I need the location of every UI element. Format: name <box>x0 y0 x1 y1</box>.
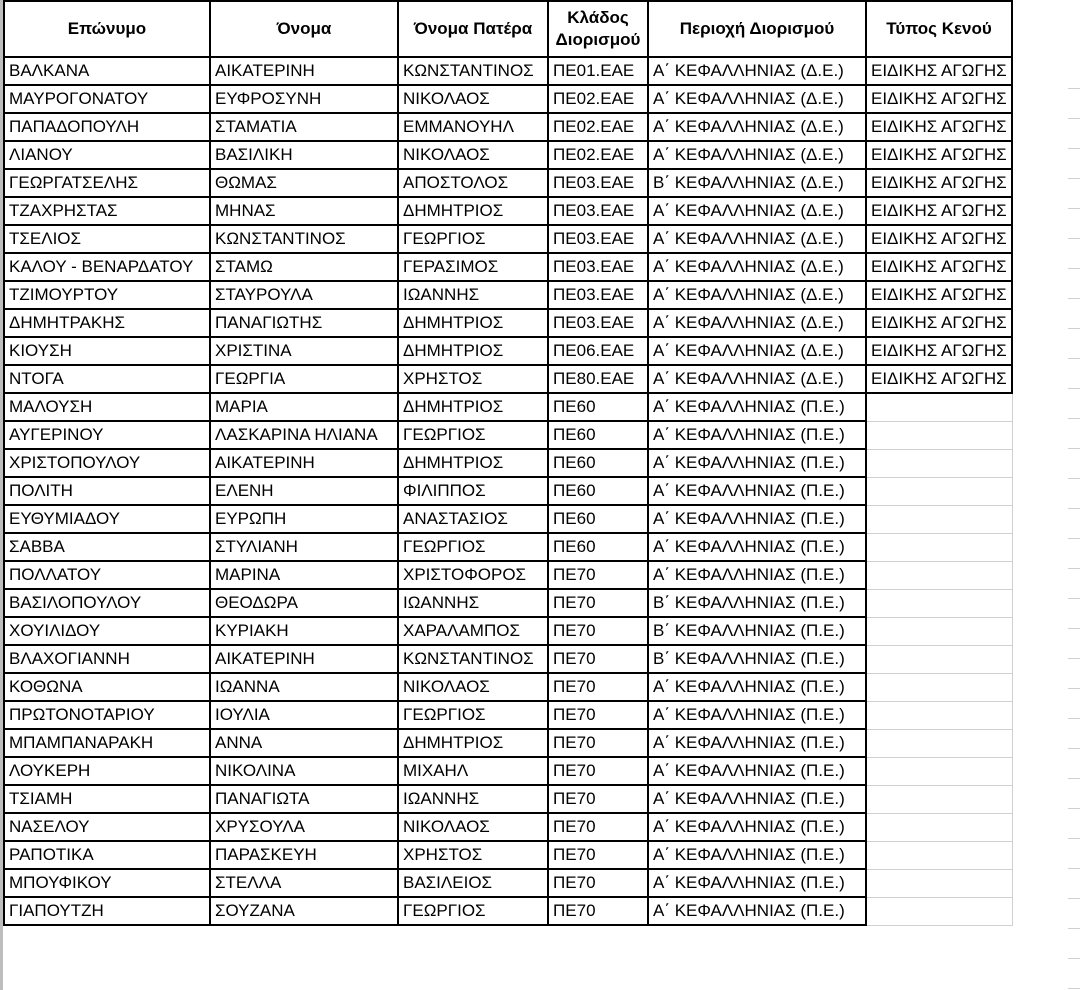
cell-surname[interactable]: ΔΗΜΗΤΡΑΚΗΣ <box>4 309 210 337</box>
gridline <box>1068 418 1080 419</box>
table-row <box>4 561 1012 589</box>
cell-first-name[interactable]: ΕΛΕΝΗ <box>210 477 398 505</box>
empty-column-gridlines <box>1068 0 1080 990</box>
gridline <box>1068 868 1080 869</box>
cell-surname[interactable]: ΤΖΙΜΟΥΡΤΟΥ <box>4 281 210 309</box>
cell-vacancy-type[interactable] <box>866 729 1012 757</box>
cell-region[interactable]: Α΄ ΚΕΦΑΛΛΗΝΙΑΣ (Π.Ε.) <box>648 393 866 421</box>
cell-father-name[interactable]: ΓΕΩΡΓΙΟΣ <box>398 533 548 561</box>
table-row <box>4 225 1012 253</box>
table-row <box>4 673 1012 701</box>
cell-specialty[interactable]: ΠΕ70 <box>548 757 648 785</box>
cell-specialty[interactable]: ΠΕ03.ΕΑΕ <box>548 169 648 197</box>
cell-father-name[interactable]: ΙΩΑΝΝΗΣ <box>398 281 548 309</box>
gridline <box>1068 328 1080 329</box>
header-specialty[interactable]: Κλάδος Διορισμού <box>548 1 648 57</box>
gridline <box>1068 628 1080 629</box>
cell-region[interactable]: Α΄ ΚΕΦΑΛΛΗΝΙΑΣ (Π.Ε.) <box>648 533 866 561</box>
cell-specialty[interactable]: ΠΕ70 <box>548 841 648 869</box>
cell-vacancy-type[interactable] <box>866 393 1012 421</box>
cell-region[interactable]: Α΄ ΚΕΦΑΛΛΗΝΙΑΣ (Δ.Ε.) <box>648 57 866 85</box>
cell-father-name[interactable]: ΧΡΙΣΤΟΦΟΡΟΣ <box>398 561 548 589</box>
cell-first-name[interactable]: ΑΙΚΑΤΕΡΙΝΗ <box>210 449 398 477</box>
table-row <box>4 197 1012 225</box>
cell-first-name[interactable]: ΣΤΑΥΡΟΥΛΑ <box>210 281 398 309</box>
table-row <box>4 365 1012 393</box>
table-row <box>4 785 1012 813</box>
cell-father-name[interactable]: ΚΩΝΣΤΑΝΤΙΝΟΣ <box>398 645 548 673</box>
cell-father-name[interactable]: ΝΙΚΟΛΑΟΣ <box>398 85 548 113</box>
cell-first-name[interactable]: ΘΩΜΑΣ <box>210 169 398 197</box>
gridline <box>1068 718 1080 719</box>
cell-father-name[interactable]: ΝΙΚΟΛΑΟΣ <box>398 673 548 701</box>
cell-father-name[interactable]: ΔΗΜΗΤΡΙΟΣ <box>398 337 548 365</box>
cell-surname[interactable]: ΚΑΛΟΥ - ΒΕΝΑΡΔΑΤΟΥ <box>4 253 210 281</box>
table-row <box>4 141 1012 169</box>
table-row <box>4 113 1012 141</box>
cell-region[interactable]: Α΄ ΚΕΦΑΛΛΗΝΙΑΣ (Π.Ε.) <box>648 477 866 505</box>
cell-specialty[interactable]: ΠΕ03.ΕΑΕ <box>548 281 648 309</box>
cell-specialty[interactable]: ΠΕ70 <box>548 617 648 645</box>
cell-father-name[interactable]: ΓΕΩΡΓΙΟΣ <box>398 701 548 729</box>
cell-specialty[interactable]: ΠΕ06.ΕΑΕ <box>548 337 648 365</box>
cell-surname[interactable]: ΒΛΑΧΟΓΙΑΝΝΗ <box>4 645 210 673</box>
cell-father-name[interactable]: ΒΑΣΙΛΕΙΟΣ <box>398 869 548 897</box>
header-row <box>4 1 1012 57</box>
cell-vacancy-type[interactable] <box>866 897 1012 925</box>
cell-region[interactable]: Α΄ ΚΕΦΑΛΛΗΝΙΑΣ (Π.Ε.) <box>648 505 866 533</box>
cell-surname[interactable]: ΧΟΥΙΛΙΔΟΥ <box>4 617 210 645</box>
cell-vacancy-type[interactable]: ΕΙΔΙΚΗΣ ΑΓΩΓΗΣ <box>866 85 1012 113</box>
cell-surname[interactable]: ΤΣΙΑΜΗ <box>4 785 210 813</box>
table-row <box>4 477 1012 505</box>
cell-vacancy-type[interactable] <box>866 673 1012 701</box>
cell-surname[interactable]: ΚΟΘΩΝΑ <box>4 673 210 701</box>
cell-father-name[interactable]: ΑΠΟΣΤΟΛΟΣ <box>398 169 548 197</box>
cell-region[interactable]: Β΄ ΚΕΦΑΛΛΗΝΙΑΣ (Π.Ε.) <box>648 645 866 673</box>
cell-surname[interactable]: ΝΤΟΓΑ <box>4 365 210 393</box>
cell-region[interactable]: Α΄ ΚΕΦΑΛΛΗΝΙΑΣ (Π.Ε.) <box>648 449 866 477</box>
cell-vacancy-type[interactable]: ΕΙΔΙΚΗΣ ΑΓΩΓΗΣ <box>866 113 1012 141</box>
cell-specialty[interactable]: ΠΕ70 <box>548 645 648 673</box>
cell-vacancy-type[interactable] <box>866 477 1012 505</box>
cell-vacancy-type[interactable]: ΕΙΔΙΚΗΣ ΑΓΩΓΗΣ <box>866 57 1012 85</box>
cell-surname[interactable]: ΠΟΛΙΤΗ <box>4 477 210 505</box>
cell-region[interactable]: Α΄ ΚΕΦΑΛΛΗΝΙΑΣ (Δ.Ε.) <box>648 309 866 337</box>
cell-first-name[interactable]: ΘΕΟΔΩΡΑ <box>210 589 398 617</box>
cell-specialty[interactable]: ΠΕ02.ΕΑΕ <box>548 85 648 113</box>
cell-surname[interactable]: ΜΠΑΜΠΑΝΑΡΑΚΗ <box>4 729 210 757</box>
table-row <box>4 337 1012 365</box>
cell-father-name[interactable]: ΓΕΩΡΓΙΟΣ <box>398 225 548 253</box>
cell-vacancy-type[interactable]: ΕΙΔΙΚΗΣ ΑΓΩΓΗΣ <box>866 141 1012 169</box>
cell-surname[interactable]: ΓΕΩΡΓΑΤΣΕΛΗΣ <box>4 169 210 197</box>
cell-father-name[interactable]: ΔΗΜΗΤΡΙΟΣ <box>398 449 548 477</box>
cell-first-name[interactable]: ΕΥΡΩΠΗ <box>210 505 398 533</box>
cell-first-name[interactable]: ΠΑΝΑΓΙΩΤΑ <box>210 785 398 813</box>
cell-surname[interactable]: ΛΟΥΚΕΡΗ <box>4 757 210 785</box>
cell-region[interactable]: Α΄ ΚΕΦΑΛΛΗΝΙΑΣ (Δ.Ε.) <box>648 197 866 225</box>
table-row <box>4 841 1012 869</box>
cell-surname[interactable]: ΠΑΠΑΔΟΠΟΥΛΗ <box>4 113 210 141</box>
cell-father-name[interactable]: ΔΗΜΗΤΡΙΟΣ <box>398 393 548 421</box>
cell-first-name[interactable]: ΝΙΚΟΛΙΝΑ <box>210 757 398 785</box>
cell-vacancy-type[interactable]: ΕΙΔΙΚΗΣ ΑΓΩΓΗΣ <box>866 197 1012 225</box>
cell-first-name[interactable]: ΓΕΩΡΓΙΑ <box>210 365 398 393</box>
cell-first-name[interactable]: ΛΑΣΚΑΡΙΝΑ ΗΛΙΑΝΑ <box>210 421 398 449</box>
header-vacancy-type[interactable]: Τύπος Κενού <box>866 1 1012 57</box>
cell-specialty[interactable]: ΠΕ70 <box>548 673 648 701</box>
cell-surname[interactable]: ΠΡΩΤΟΝΟΤΑΡΙΟΥ <box>4 701 210 729</box>
cell-first-name[interactable]: ΚΥΡΙΑΚΗ <box>210 617 398 645</box>
gridline <box>1068 238 1080 239</box>
gridline <box>1068 748 1080 749</box>
cell-vacancy-type[interactable]: ΕΙΔΙΚΗΣ ΑΓΩΓΗΣ <box>866 281 1012 309</box>
cell-first-name[interactable]: ΣΤΕΛΛΑ <box>210 869 398 897</box>
cell-specialty[interactable]: ΠΕ70 <box>548 869 648 897</box>
cell-region[interactable]: Α΄ ΚΕΦΑΛΛΗΝΙΑΣ (Π.Ε.) <box>648 841 866 869</box>
gridline <box>1068 448 1080 449</box>
cell-vacancy-type[interactable]: ΕΙΔΙΚΗΣ ΑΓΩΓΗΣ <box>866 309 1012 337</box>
gridline <box>1068 298 1080 299</box>
cell-surname[interactable]: ΑΥΓΕΡΙΝΟΥ <box>4 421 210 449</box>
cell-region[interactable]: Α΄ ΚΕΦΑΛΛΗΝΙΑΣ (Π.Ε.) <box>648 561 866 589</box>
cell-specialty[interactable]: ΠΕ80.ΕΑΕ <box>548 365 648 393</box>
cell-region[interactable]: Α΄ ΚΕΦΑΛΛΗΝΙΑΣ (Δ.Ε.) <box>648 253 866 281</box>
cell-specialty[interactable]: ΠΕ70 <box>548 729 648 757</box>
cell-father-name[interactable]: ΑΝΑΣΤΑΣΙΟΣ <box>398 505 548 533</box>
cell-vacancy-type[interactable] <box>866 841 1012 869</box>
cell-region[interactable]: Β΄ ΚΕΦΑΛΛΗΝΙΑΣ (Δ.Ε.) <box>648 169 866 197</box>
gridline <box>1068 838 1080 839</box>
cell-surname[interactable]: ΝΑΣΕΛΟΥ <box>4 813 210 841</box>
cell-region[interactable]: Α΄ ΚΕΦΑΛΛΗΝΙΑΣ (Δ.Ε.) <box>648 85 866 113</box>
cell-specialty[interactable]: ΠΕ60 <box>548 449 648 477</box>
cell-specialty[interactable]: ΠΕ02.ΕΑΕ <box>548 141 648 169</box>
cell-father-name[interactable]: ΜΙΧΑΗΛ <box>398 757 548 785</box>
table-row <box>4 729 1012 757</box>
cell-surname[interactable]: ΒΑΛΚΑΝΑ <box>4 57 210 85</box>
gridline <box>1068 658 1080 659</box>
cell-region[interactable]: Β΄ ΚΕΦΑΛΛΗΝΙΑΣ (Π.Ε.) <box>648 617 866 645</box>
table-row <box>4 645 1012 673</box>
appointments-table <box>3 0 1013 926</box>
cell-surname[interactable]: ΤΣΕΛΙΟΣ <box>4 225 210 253</box>
cell-first-name[interactable]: ΣΤΑΜΑΤΙΑ <box>210 113 398 141</box>
cell-region[interactable]: Α΄ ΚΕΦΑΛΛΗΝΙΑΣ (Π.Ε.) <box>648 757 866 785</box>
cell-first-name[interactable]: ΕΥΦΡΟΣΥΝΗ <box>210 85 398 113</box>
cell-first-name[interactable]: ΜΗΝΑΣ <box>210 197 398 225</box>
cell-father-name[interactable]: ΦΙΛΙΠΠΟΣ <box>398 477 548 505</box>
cell-region[interactable]: Β΄ ΚΕΦΑΛΛΗΝΙΑΣ (Π.Ε.) <box>648 589 866 617</box>
cell-specialty[interactable]: ΠΕ60 <box>548 533 648 561</box>
table-row <box>4 421 1012 449</box>
cell-father-name[interactable]: ΧΡΗΣΤΟΣ <box>398 841 548 869</box>
header-father-name[interactable]: Όνομα Πατέρα <box>398 1 548 57</box>
cell-specialty[interactable]: ΠΕ70 <box>548 785 648 813</box>
cell-first-name[interactable]: ΙΩΑΝΝΑ <box>210 673 398 701</box>
cell-father-name[interactable]: ΧΑΡΑΛΑΜΠΟΣ <box>398 617 548 645</box>
gridline <box>1068 358 1080 359</box>
cell-region[interactable]: Α΄ ΚΕΦΑΛΛΗΝΙΑΣ (Δ.Ε.) <box>648 141 866 169</box>
gridline <box>1068 928 1080 929</box>
cell-region[interactable]: Α΄ ΚΕΦΑΛΛΗΝΙΑΣ (Π.Ε.) <box>648 813 866 841</box>
table-row <box>4 449 1012 477</box>
cell-first-name[interactable]: ΣΤΥΛΙΑΝΗ <box>210 533 398 561</box>
cell-specialty[interactable]: ΠΕ70 <box>548 561 648 589</box>
cell-father-name[interactable]: ΧΡΗΣΤΟΣ <box>398 365 548 393</box>
cell-vacancy-type[interactable] <box>866 505 1012 533</box>
header-surname[interactable]: Επώνυμο <box>4 1 210 57</box>
cell-vacancy-type[interactable]: ΕΙΔΙΚΗΣ ΑΓΩΓΗΣ <box>866 253 1012 281</box>
cell-surname[interactable]: ΓΙΑΠΟΥΤΖΗ <box>4 897 210 925</box>
cell-first-name[interactable]: ΑΙΚΑΤΕΡΙΝΗ <box>210 57 398 85</box>
gridline <box>1068 478 1080 479</box>
cell-vacancy-type[interactable] <box>866 617 1012 645</box>
cell-region[interactable]: Α΄ ΚΕΦΑΛΛΗΝΙΑΣ (Π.Ε.) <box>648 421 866 449</box>
cell-region[interactable]: Α΄ ΚΕΦΑΛΛΗΝΙΑΣ (Δ.Ε.) <box>648 113 866 141</box>
cell-first-name[interactable]: ΠΑΡΑΣΚΕΥΗ <box>210 841 398 869</box>
cell-vacancy-type[interactable]: ΕΙΔΙΚΗΣ ΑΓΩΓΗΣ <box>866 169 1012 197</box>
cell-region[interactable]: Α΄ ΚΕΦΑΛΛΗΝΙΑΣ (Π.Ε.) <box>648 673 866 701</box>
header-region[interactable]: Περιοχή Διορισμού <box>648 1 866 57</box>
cell-surname[interactable]: ΜΑΥΡΟΓΟΝΑΤΟΥ <box>4 85 210 113</box>
cell-vacancy-type[interactable] <box>866 785 1012 813</box>
cell-vacancy-type[interactable]: ΕΙΔΙΚΗΣ ΑΓΩΓΗΣ <box>866 225 1012 253</box>
cell-vacancy-type[interactable] <box>866 701 1012 729</box>
table-row <box>4 505 1012 533</box>
cell-specialty[interactable]: ΠΕ60 <box>548 393 648 421</box>
cell-surname[interactable]: ΡΑΠΟΤΙΚΑ <box>4 841 210 869</box>
cell-region[interactable]: Α΄ ΚΕΦΑΛΛΗΝΙΑΣ (Π.Ε.) <box>648 729 866 757</box>
cell-specialty[interactable]: ΠΕ03.ΕΑΕ <box>548 253 648 281</box>
cell-surname[interactable]: ΣΑΒΒΑ <box>4 533 210 561</box>
cell-vacancy-type[interactable] <box>866 589 1012 617</box>
cell-region[interactable]: Α΄ ΚΕΦΑΛΛΗΝΙΑΣ (Π.Ε.) <box>648 897 866 925</box>
table-row <box>4 897 1012 925</box>
cell-father-name[interactable]: ΙΩΑΝΝΗΣ <box>398 589 548 617</box>
gridline <box>1068 898 1080 899</box>
cell-specialty[interactable]: ΠΕ70 <box>548 701 648 729</box>
cell-region[interactable]: Α΄ ΚΕΦΑΛΛΗΝΙΑΣ (Δ.Ε.) <box>648 337 866 365</box>
table-row <box>4 533 1012 561</box>
cell-father-name[interactable]: ΓΕΩΡΓΙΟΣ <box>398 897 548 925</box>
cell-father-name[interactable]: ΕΜΜΑΝΟΥΗΛ <box>398 113 548 141</box>
table-row <box>4 701 1012 729</box>
cell-vacancy-type[interactable] <box>866 421 1012 449</box>
cell-region[interactable]: Α΄ ΚΕΦΑΛΛΗΝΙΑΣ (Δ.Ε.) <box>648 365 866 393</box>
cell-father-name[interactable]: ΝΙΚΟΛΑΟΣ <box>398 141 548 169</box>
gridline <box>1068 808 1080 809</box>
cell-specialty[interactable]: ΠΕ70 <box>548 589 648 617</box>
gridline <box>1068 208 1080 209</box>
table-row <box>4 57 1012 85</box>
cell-first-name[interactable]: ΠΑΝΑΓΙΩΤΗΣ <box>210 309 398 337</box>
cell-specialty[interactable]: ΠΕ03.ΕΑΕ <box>548 225 648 253</box>
cell-father-name[interactable]: ΔΗΜΗΤΡΙΟΣ <box>398 309 548 337</box>
gridline <box>1068 568 1080 569</box>
cell-specialty[interactable]: ΠΕ60 <box>548 505 648 533</box>
header-first-name[interactable]: Όνομα <box>210 1 398 57</box>
gridline <box>1068 148 1080 149</box>
gridline <box>1068 268 1080 269</box>
cell-vacancy-type[interactable] <box>866 561 1012 589</box>
cell-surname[interactable]: ΒΑΣΙΛΟΠΟΥΛΟΥ <box>4 589 210 617</box>
table-row <box>4 617 1012 645</box>
cell-vacancy-type[interactable] <box>866 869 1012 897</box>
cell-first-name[interactable]: ΑΝΝΑ <box>210 729 398 757</box>
cell-vacancy-type[interactable] <box>866 757 1012 785</box>
cell-surname[interactable]: ΛΙΑΝΟΥ <box>4 141 210 169</box>
cell-first-name[interactable]: ΑΙΚΑΤΕΡΙΝΗ <box>210 645 398 673</box>
cell-father-name[interactable]: ΝΙΚΟΛΑΟΣ <box>398 813 548 841</box>
table-row <box>4 393 1012 421</box>
cell-specialty[interactable]: ΠΕ60 <box>548 477 648 505</box>
cell-vacancy-type[interactable] <box>866 449 1012 477</box>
gridline <box>1068 388 1080 389</box>
cell-specialty[interactable]: ΠΕ03.ΕΑΕ <box>548 309 648 337</box>
cell-surname[interactable]: ΜΑΛΟΥΣΗ <box>4 393 210 421</box>
cell-first-name[interactable]: ΜΑΡΙΑ <box>210 393 398 421</box>
cell-surname[interactable]: ΧΡΙΣΤΟΠΟΥΛΟΥ <box>4 449 210 477</box>
table-row <box>4 85 1012 113</box>
table-row <box>4 309 1012 337</box>
cell-father-name[interactable]: ΓΕΩΡΓΙΟΣ <box>398 421 548 449</box>
gridline <box>1068 778 1080 779</box>
cell-vacancy-type[interactable] <box>866 645 1012 673</box>
cell-first-name[interactable]: ΚΩΝΣΤΑΝΤΙΝΟΣ <box>210 225 398 253</box>
cell-father-name[interactable]: ΔΗΜΗΤΡΙΟΣ <box>398 729 548 757</box>
cell-first-name[interactable]: ΧΡΙΣΤΙΝΑ <box>210 337 398 365</box>
table-row <box>4 169 1012 197</box>
cell-vacancy-type[interactable] <box>866 813 1012 841</box>
cell-father-name[interactable]: ΙΩΑΝΝΗΣ <box>398 785 548 813</box>
cell-region[interactable]: Α΄ ΚΕΦΑΛΛΗΝΙΑΣ (Δ.Ε.) <box>648 225 866 253</box>
gridline <box>1068 538 1080 539</box>
cell-father-name[interactable]: ΓΕΡΑΣΙΜΟΣ <box>398 253 548 281</box>
cell-first-name[interactable]: ΣΟΥΖΑΝΑ <box>210 897 398 925</box>
table-row <box>4 253 1012 281</box>
cell-specialty[interactable]: ΠΕ60 <box>548 421 648 449</box>
cell-specialty[interactable]: ΠΕ01.ΕΑΕ <box>548 57 648 85</box>
gridline <box>1068 88 1080 89</box>
cell-first-name[interactable]: ΣΤΑΜΩ <box>210 253 398 281</box>
cell-first-name[interactable]: ΒΑΣΙΛΙΚΗ <box>210 141 398 169</box>
table-row <box>4 589 1012 617</box>
cell-surname[interactable]: ΚΙΟΥΣΗ <box>4 337 210 365</box>
gridline <box>1068 508 1080 509</box>
cell-surname[interactable]: ΤΖΑΧΡΗΣΤΑΣ <box>4 197 210 225</box>
cell-specialty[interactable]: ΠΕ70 <box>548 897 648 925</box>
table-row <box>4 813 1012 841</box>
cell-region[interactable]: Α΄ ΚΕΦΑΛΛΗΝΙΑΣ (Π.Ε.) <box>648 701 866 729</box>
cell-vacancy-type[interactable]: ΕΙΔΙΚΗΣ ΑΓΩΓΗΣ <box>866 337 1012 365</box>
gridline <box>1068 118 1080 119</box>
table-row <box>4 281 1012 309</box>
gridline <box>1068 178 1080 179</box>
cell-surname[interactable]: ΜΠΟΥΦΙΚΟΥ <box>4 869 210 897</box>
cell-region[interactable]: Α΄ ΚΕΦΑΛΛΗΝΙΑΣ (Π.Ε.) <box>648 785 866 813</box>
table-body <box>4 57 1012 925</box>
cell-father-name[interactable]: ΚΩΝΣΤΑΝΤΙΝΟΣ <box>398 57 548 85</box>
cell-vacancy-type[interactable] <box>866 533 1012 561</box>
cell-surname[interactable]: ΕΥΘΥΜΙΑΔΟΥ <box>4 505 210 533</box>
gridline <box>1068 958 1080 959</box>
cell-surname[interactable]: ΠΟΛΛΑΤΟΥ <box>4 561 210 589</box>
cell-region[interactable]: Α΄ ΚΕΦΑΛΛΗΝΙΑΣ (Δ.Ε.) <box>648 281 866 309</box>
gridline <box>1068 688 1080 689</box>
cell-first-name[interactable]: ΜΑΡΙΝΑ <box>210 561 398 589</box>
cell-specialty[interactable]: ΠΕ03.ΕΑΕ <box>548 197 648 225</box>
cell-father-name[interactable]: ΔΗΜΗΤΡΙΟΣ <box>398 197 548 225</box>
cell-region[interactable]: Α΄ ΚΕΦΑΛΛΗΝΙΑΣ (Π.Ε.) <box>648 869 866 897</box>
gridline <box>1068 598 1080 599</box>
cell-first-name[interactable]: ΙΟΥΛΙΑ <box>210 701 398 729</box>
gridline <box>1068 988 1080 989</box>
cell-specialty[interactable]: ΠΕ70 <box>548 813 648 841</box>
cell-vacancy-type[interactable]: ΕΙΔΙΚΗΣ ΑΓΩΓΗΣ <box>866 365 1012 393</box>
cell-first-name[interactable]: ΧΡΥΣΟΥΛΑ <box>210 813 398 841</box>
table-row <box>4 757 1012 785</box>
table-row <box>4 869 1012 897</box>
cell-specialty[interactable]: ΠΕ02.ΕΑΕ <box>548 113 648 141</box>
